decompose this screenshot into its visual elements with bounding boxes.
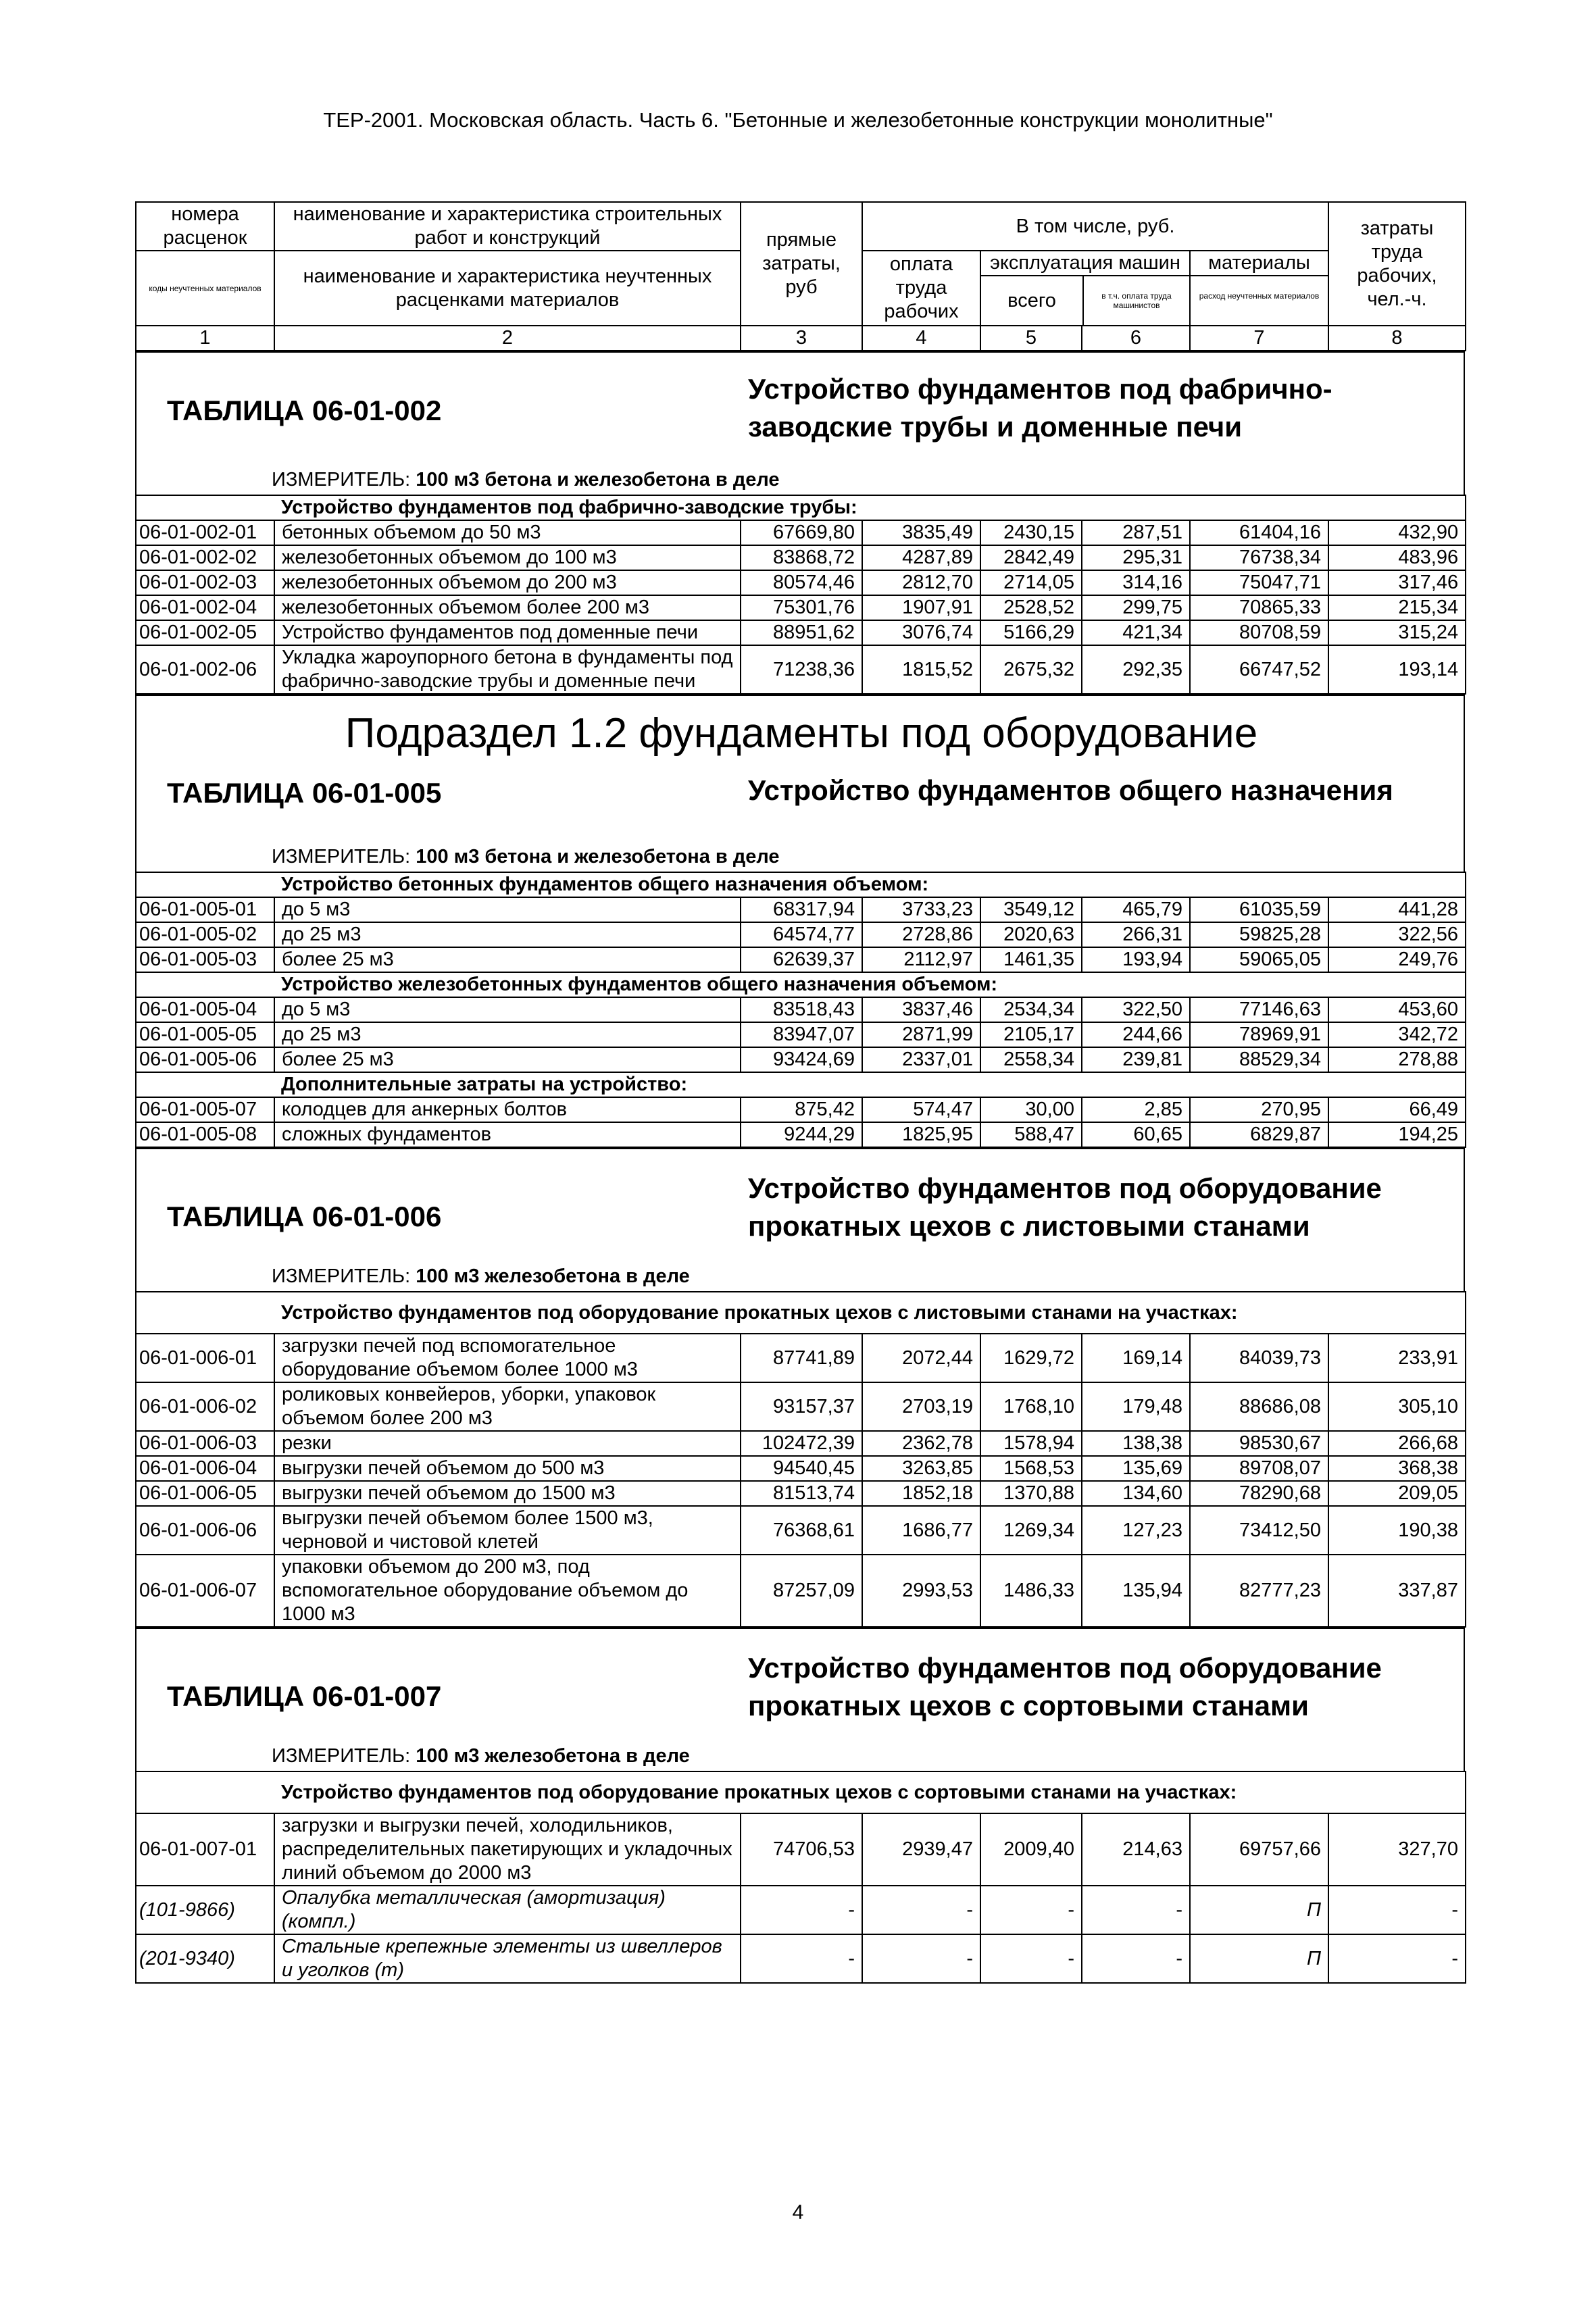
- worker-wages: 2337,01: [862, 1047, 980, 1072]
- worker-wages: 3076,74: [862, 620, 980, 645]
- material-code: (201-9340): [136, 1934, 274, 1983]
- machines-total: 2534,34: [980, 997, 1082, 1022]
- materials: 59065,05: [1190, 947, 1328, 972]
- work-description: сложных фундаментов: [274, 1122, 741, 1147]
- labor-hours: 342,72: [1328, 1022, 1466, 1047]
- table-row: [136, 595, 1466, 620]
- labor-hours: 193,14: [1328, 645, 1466, 694]
- machinist-wages: 169,14: [1082, 1334, 1190, 1382]
- table-description-line2: прокатных цехов с листовыми станами: [748, 1210, 1310, 1242]
- direct-costs: 71238,36: [741, 645, 862, 694]
- machines-total: 2020,63: [980, 922, 1082, 947]
- table-title: ТАБЛИЦА 06-01-006: [167, 1201, 442, 1232]
- section-title: Подраздел 1.2 фундаменты под оборудование: [345, 710, 1258, 757]
- machinist-wages: 295,31: [1082, 545, 1190, 570]
- page-number: 4: [792, 2201, 804, 2223]
- direct-costs: 68317,94: [741, 897, 862, 922]
- materials: 80708,59: [1190, 620, 1328, 645]
- labor-hours: 317,46: [1328, 570, 1466, 595]
- rate-code: 06-01-005-07: [136, 1097, 274, 1122]
- labor-hours: -: [1328, 1934, 1466, 1983]
- worker-wages: 3837,46: [862, 997, 980, 1022]
- worker-wages: 1686,77: [862, 1506, 980, 1555]
- direct-costs: 74706,53: [741, 1813, 862, 1886]
- worker-wages: 2812,70: [862, 570, 980, 595]
- materials: П: [1190, 1886, 1328, 1934]
- machinist-wages: 299,75: [1082, 595, 1190, 620]
- machines-total: 5166,29: [980, 620, 1082, 645]
- materials: 84039,73: [1190, 1334, 1328, 1382]
- worker-wages: -: [862, 1934, 980, 1983]
- machines-total: 2675,32: [980, 645, 1082, 694]
- meter-value: 100 м3 бетона и железобетона в деле: [416, 469, 780, 491]
- materials: 88686,08: [1190, 1382, 1328, 1431]
- work-description: железобетонных объемом до 100 м3: [274, 545, 741, 570]
- rate-code: 06-01-002-04: [136, 595, 274, 620]
- worker-wages: -: [862, 1886, 980, 1934]
- table-row: [136, 1334, 1466, 1382]
- materials: 59825,28: [1190, 922, 1328, 947]
- machines-total: 588,47: [980, 1122, 1082, 1147]
- direct-costs: 64574,77: [741, 922, 862, 947]
- table-title: ТАБЛИЦА 06-01-002: [167, 395, 442, 426]
- rate-code: 06-01-002-06: [136, 645, 274, 694]
- page-header: ТЕР-2001. Московская область. Часть 6. "Бетонные и железобетонные конструкции монолитные": [323, 108, 1273, 132]
- work-description: бетонных объемом до 50 м3: [274, 520, 741, 545]
- labor-hours: 278,88: [1328, 1047, 1466, 1072]
- meter-value: 100 м3 бетона и железобетона в деле: [416, 846, 780, 867]
- rate-code: 06-01-006-02: [136, 1382, 274, 1431]
- machinist-wages: 421,34: [1082, 620, 1190, 645]
- work-description: до 25 м3: [274, 922, 741, 947]
- machines-total: -: [980, 1934, 1082, 1983]
- col-mat-name-header: наименование и характеристика неучтенных расценками материалов: [274, 251, 741, 326]
- column-header: [135, 201, 1466, 351]
- machines-total: -: [980, 1886, 1082, 1934]
- col-machines-total: всего: [981, 276, 1084, 325]
- col-num: 3: [741, 326, 862, 351]
- direct-costs: 83868,72: [741, 545, 862, 570]
- table-005-body: [135, 872, 1466, 1148]
- materials: 78969,91: [1190, 1022, 1328, 1047]
- col-labor-header: затраты труда рабочих, чел.-ч.: [1328, 202, 1466, 326]
- table-row: [136, 1555, 1466, 1627]
- labor-hours: 483,96: [1328, 545, 1466, 570]
- materials: 61035,59: [1190, 897, 1328, 922]
- table-002-body: [135, 495, 1466, 695]
- labor-hours: 315,24: [1328, 620, 1466, 645]
- machines-total: 1578,94: [980, 1431, 1082, 1456]
- rate-code: 06-01-002-05: [136, 620, 274, 645]
- work-description: Укладка жароупорного бетона в фундаменты под фабрично-заводские трубы и доменные печи: [274, 645, 741, 694]
- direct-costs: 88951,62: [741, 620, 862, 645]
- table-006-body: [135, 1291, 1466, 1628]
- col-machines-label: эксплуатация машин: [981, 251, 1189, 276]
- subsection-heading: Дополнительные затраты на устройство:: [274, 1072, 1466, 1097]
- meter-label: ИЗМЕРИТЕЛЬ:: [272, 1265, 411, 1287]
- machinist-wages: 465,79: [1082, 897, 1190, 922]
- table-row: [136, 1382, 1466, 1431]
- machines-total: 1269,34: [980, 1506, 1082, 1555]
- machines-total: 1370,88: [980, 1481, 1082, 1506]
- labor-hours: -: [1328, 1886, 1466, 1934]
- rate-code: 06-01-005-02: [136, 922, 274, 947]
- machines-total: 2528,52: [980, 595, 1082, 620]
- direct-costs: -: [741, 1886, 862, 1934]
- materials: П: [1190, 1934, 1328, 1983]
- meter-label: ИЗМЕРИТЕЛЬ:: [272, 469, 411, 491]
- worker-wages: 3835,49: [862, 520, 980, 545]
- work-description: железобетонных объемом до 200 м3: [274, 570, 741, 595]
- col-materials-label: материалы: [1191, 251, 1328, 276]
- machines-total: 1486,33: [980, 1555, 1082, 1627]
- materials: 61404,16: [1190, 520, 1328, 545]
- machinist-wages: 193,94: [1082, 947, 1190, 972]
- direct-costs: 75301,76: [741, 595, 862, 620]
- table-row: [136, 1097, 1466, 1122]
- table-row: [136, 997, 1466, 1022]
- machines-total: 1568,53: [980, 1456, 1082, 1481]
- worker-wages: 2703,19: [862, 1382, 980, 1431]
- materials: 77146,63: [1190, 997, 1328, 1022]
- machines-total: 2430,15: [980, 520, 1082, 545]
- table-row: [136, 1431, 1466, 1456]
- table-meter: [272, 846, 780, 868]
- materials: 98530,67: [1190, 1431, 1328, 1456]
- labor-hours: 215,34: [1328, 595, 1466, 620]
- labor-hours: 249,76: [1328, 947, 1466, 972]
- table-row: [136, 922, 1466, 947]
- machinist-wages: 134,60: [1082, 1481, 1190, 1506]
- worker-wages: 2728,86: [862, 922, 980, 947]
- direct-costs: 76368,61: [741, 1506, 862, 1555]
- table-meter: [272, 1745, 690, 1767]
- table-row: [136, 1456, 1466, 1481]
- direct-costs: 83518,43: [741, 997, 862, 1022]
- col-direct-costs-header: прямые затраты, руб: [741, 202, 862, 326]
- direct-costs: 93424,69: [741, 1047, 862, 1072]
- direct-costs: 102472,39: [741, 1431, 862, 1456]
- materials: 88529,34: [1190, 1047, 1328, 1072]
- worker-wages: 2072,44: [862, 1334, 980, 1382]
- machines-total: 1629,72: [980, 1334, 1082, 1382]
- work-description: выгрузки печей объемом до 500 м3: [274, 1456, 741, 1481]
- work-description: до 5 м3: [274, 897, 741, 922]
- table-row: [136, 1022, 1466, 1047]
- meter-value: 100 м3 железобетона в деле: [416, 1265, 690, 1287]
- materials: 78290,68: [1190, 1481, 1328, 1506]
- labor-hours: 233,91: [1328, 1334, 1466, 1382]
- direct-costs: 83947,07: [741, 1022, 862, 1047]
- work-description: колодцев для анкерных болтов: [274, 1097, 741, 1122]
- column-numbers-row: [136, 326, 1466, 351]
- rate-code: 06-01-005-05: [136, 1022, 274, 1047]
- table-row: [136, 1481, 1466, 1506]
- worker-wages: 2993,53: [862, 1555, 980, 1627]
- machines-total: 2714,05: [980, 570, 1082, 595]
- materials: 270,95: [1190, 1097, 1328, 1122]
- table-006-heading: [135, 1148, 1465, 1291]
- table-row: [136, 545, 1466, 570]
- col-num: 1: [136, 326, 274, 351]
- machinist-wages: 322,50: [1082, 997, 1190, 1022]
- materials: 66747,52: [1190, 645, 1328, 694]
- machinist-wages: 239,81: [1082, 1047, 1190, 1072]
- table-description: Устройство фундаментов общего назначения: [748, 774, 1393, 806]
- materials: 70865,33: [1190, 595, 1328, 620]
- work-description: железобетонных объемом более 200 м3: [274, 595, 741, 620]
- worker-wages: 2362,78: [862, 1431, 980, 1456]
- col-group-header: В том числе, руб.: [862, 202, 1328, 251]
- labor-hours: 190,38: [1328, 1506, 1466, 1555]
- machines-total: 2009,40: [980, 1813, 1082, 1886]
- labor-hours: 432,90: [1328, 520, 1466, 545]
- materials: 73412,50: [1190, 1506, 1328, 1555]
- table-005-heading: [135, 695, 1465, 872]
- col-name-header: наименование и характеристика строительных работ и конструкций: [274, 202, 741, 251]
- table-description-line2: прокатных цехов с сортовыми станами: [748, 1690, 1309, 1721]
- work-description: до 5 м3: [274, 997, 741, 1022]
- rate-code: 06-01-006-03: [136, 1431, 274, 1456]
- machines-total: 3549,12: [980, 897, 1082, 922]
- worker-wages: 3733,23: [862, 897, 980, 922]
- labor-hours: 209,05: [1328, 1481, 1466, 1506]
- table-row: [136, 1506, 1466, 1555]
- worker-wages: 2939,47: [862, 1813, 980, 1886]
- work-description: более 25 м3: [274, 947, 741, 972]
- worker-wages: 1825,95: [862, 1122, 980, 1147]
- labor-hours: 305,10: [1328, 1382, 1466, 1431]
- rates-sheet: [135, 201, 1465, 1984]
- direct-costs: 93157,37: [741, 1382, 862, 1431]
- labor-hours: 337,87: [1328, 1555, 1466, 1627]
- machinist-wages: 60,65: [1082, 1122, 1190, 1147]
- materials: 89708,07: [1190, 1456, 1328, 1481]
- material-row: [136, 1886, 1466, 1934]
- machinist-wages: 2,85: [1082, 1097, 1190, 1122]
- table-row: [136, 520, 1466, 545]
- col-unaccounted-materials: расход неучтенных материалов: [1199, 291, 1320, 301]
- table-row: [136, 570, 1466, 595]
- rate-code: 06-01-002-01: [136, 520, 274, 545]
- subsection-heading: Устройство фундаментов под фабрично-заводские трубы:: [274, 495, 1466, 520]
- meter-label: ИЗМЕРИТЕЛЬ:: [272, 846, 411, 867]
- work-description: более 25 м3: [274, 1047, 741, 1072]
- material-code: (101-9866): [136, 1886, 274, 1934]
- rate-code: 06-01-005-01: [136, 897, 274, 922]
- direct-costs: 875,42: [741, 1097, 862, 1122]
- subsection-heading: Устройство фундаментов под оборудование прокатных цехов с листовыми станами на участках:: [274, 1292, 1466, 1334]
- machinist-wages: 287,51: [1082, 520, 1190, 545]
- col-num: 5: [980, 326, 1082, 351]
- table-row: [136, 1122, 1466, 1147]
- rate-code: 06-01-002-02: [136, 545, 274, 570]
- direct-costs: 81513,74: [741, 1481, 862, 1506]
- worker-wages: 1852,18: [862, 1481, 980, 1506]
- table-description: Устройство фундаментов под фабрично-заводские трубы и доменные печи: [748, 373, 1332, 443]
- machines-total: 30,00: [980, 1097, 1082, 1122]
- direct-costs: 80574,46: [741, 570, 862, 595]
- machinist-wages: 138,38: [1082, 1431, 1190, 1456]
- col-machinist-wages: в т.ч. оплата труда машинистов: [1101, 291, 1172, 310]
- subsection-heading: Устройство фундаментов под оборудование прокатных цехов с сортовыми станами на участках:: [274, 1771, 1466, 1813]
- worker-wages: 574,47: [862, 1097, 980, 1122]
- work-description: загрузки и выгрузки печей, холодильников, распределительных пакетирующих и укладочных линий объемом до 2000 м3: [274, 1813, 741, 1886]
- work-description: выгрузки печей объемом более 1500 м3, черновой и чистовой клетей: [274, 1506, 741, 1555]
- machinist-wages: -: [1082, 1886, 1190, 1934]
- table-002-heading: [135, 351, 1465, 495]
- direct-costs: 62639,37: [741, 947, 862, 972]
- labor-hours: 266,68: [1328, 1431, 1466, 1456]
- labor-hours: 368,38: [1328, 1456, 1466, 1481]
- machinist-wages: -: [1082, 1934, 1190, 1983]
- col-num: 2: [274, 326, 741, 351]
- direct-costs: -: [741, 1934, 862, 1983]
- machinist-wages: 127,23: [1082, 1506, 1190, 1555]
- table-row: [136, 947, 1466, 972]
- rate-code: 06-01-002-03: [136, 570, 274, 595]
- direct-costs: 87741,89: [741, 1334, 862, 1382]
- machines-total: 1768,10: [980, 1382, 1082, 1431]
- work-description: загрузки печей под вспомогательное оборудование объемом более 1000 м3: [274, 1334, 741, 1382]
- rate-code: 06-01-005-08: [136, 1122, 274, 1147]
- materials: 6829,87: [1190, 1122, 1328, 1147]
- table-row: [136, 897, 1466, 922]
- work-description: роликовых конвейеров, уборки, упаковок объемом более 200 м3: [274, 1382, 741, 1431]
- rate-code: 06-01-006-01: [136, 1334, 274, 1382]
- rate-code: 06-01-005-04: [136, 997, 274, 1022]
- worker-wages: 1907,91: [862, 595, 980, 620]
- labor-hours: 453,60: [1328, 997, 1466, 1022]
- machinist-wages: 292,35: [1082, 645, 1190, 694]
- col-num: 4: [862, 326, 980, 351]
- meter-value: 100 м3 железобетона в деле: [416, 1745, 690, 1767]
- rate-code: 06-01-006-05: [136, 1481, 274, 1506]
- table-row: [136, 620, 1466, 645]
- worker-wages: 1815,52: [862, 645, 980, 694]
- col-mat-codes-header: коды неучтенных материалов: [136, 251, 274, 326]
- col-num: 6: [1082, 326, 1190, 351]
- subsection-heading: Устройство железобетонных фундаментов общего назначения объемом:: [274, 972, 1466, 997]
- table-meter: [272, 469, 780, 491]
- work-description: Устройство фундаментов под доменные печи: [274, 620, 741, 645]
- table-007-body: [135, 1771, 1466, 1984]
- materials: 76738,34: [1190, 545, 1328, 570]
- col-num: 7: [1190, 326, 1328, 351]
- machinist-wages: 135,69: [1082, 1456, 1190, 1481]
- meter-label: ИЗМЕРИТЕЛЬ:: [272, 1745, 411, 1767]
- work-description: до 25 м3: [274, 1022, 741, 1047]
- machinist-wages: 214,63: [1082, 1813, 1190, 1886]
- table-row: [136, 645, 1466, 694]
- col-machines-header: [980, 251, 1190, 326]
- work-description: Опалубка металлическая (амортизация) (компл.): [274, 1886, 741, 1934]
- rate-code: 06-01-006-07: [136, 1555, 274, 1627]
- col-materials-header: [1190, 251, 1328, 326]
- rate-code: 06-01-005-03: [136, 947, 274, 972]
- labor-hours: 441,28: [1328, 897, 1466, 922]
- labor-hours: 66,49: [1328, 1097, 1466, 1122]
- labor-hours: 322,56: [1328, 922, 1466, 947]
- direct-costs: 87257,09: [741, 1555, 862, 1627]
- table-description-line1: Устройство фундаментов под оборудование: [748, 1652, 1382, 1684]
- table-row: [136, 1047, 1466, 1072]
- work-description: выгрузки печей объемом до 1500 м3: [274, 1481, 741, 1506]
- rate-code: 06-01-007-01: [136, 1813, 274, 1886]
- table-row: [136, 1813, 1466, 1886]
- work-description: Стальные крепежные элементы из швеллеров и уголков (т): [274, 1934, 741, 1983]
- table-title: ТАБЛИЦА 06-01-005: [167, 777, 442, 809]
- materials: 82777,23: [1190, 1555, 1328, 1627]
- machines-total: 2558,34: [980, 1047, 1082, 1072]
- worker-wages: 3263,85: [862, 1456, 980, 1481]
- machinist-wages: 179,48: [1082, 1382, 1190, 1431]
- direct-costs: 67669,80: [741, 520, 862, 545]
- rate-code: 06-01-006-04: [136, 1456, 274, 1481]
- machinist-wages: 135,94: [1082, 1555, 1190, 1627]
- rate-code: 06-01-006-06: [136, 1506, 274, 1555]
- machinist-wages: 244,66: [1082, 1022, 1190, 1047]
- worker-wages: 2871,99: [862, 1022, 980, 1047]
- worker-wages: 2112,97: [862, 947, 980, 972]
- worker-wages: 4287,89: [862, 545, 980, 570]
- table-title: ТАБЛИЦА 06-01-007: [167, 1680, 442, 1712]
- col-num: 8: [1328, 326, 1466, 351]
- machines-total: 1461,35: [980, 947, 1082, 972]
- machines-total: 2105,17: [980, 1022, 1082, 1047]
- material-row: [136, 1934, 1466, 1983]
- materials: 75047,71: [1190, 570, 1328, 595]
- work-description: упаковки объемом до 200 м3, под вспомогательное оборудование объемом до 1000 м3: [274, 1555, 741, 1627]
- table-007-heading: [135, 1628, 1465, 1771]
- rate-code: 06-01-005-06: [136, 1047, 274, 1072]
- machinist-wages: 266,31: [1082, 922, 1190, 947]
- machines-total: 2842,49: [980, 545, 1082, 570]
- labor-hours: 327,70: [1328, 1813, 1466, 1886]
- table-meter: [272, 1265, 690, 1288]
- col-codes-header: номера расценок: [136, 202, 274, 251]
- labor-hours: 194,25: [1328, 1122, 1466, 1147]
- table-description-line1: Устройство фундаментов под оборудование: [748, 1172, 1382, 1204]
- subsection-heading: Устройство бетонных фундаментов общего назначения объемом:: [274, 872, 1466, 897]
- col-wages-header: оплата труда рабочих: [862, 251, 980, 326]
- machinist-wages: 314,16: [1082, 570, 1190, 595]
- work-description: резки: [274, 1431, 741, 1456]
- direct-costs: 9244,29: [741, 1122, 862, 1147]
- direct-costs: 94540,45: [741, 1456, 862, 1481]
- materials: 69757,66: [1190, 1813, 1328, 1886]
